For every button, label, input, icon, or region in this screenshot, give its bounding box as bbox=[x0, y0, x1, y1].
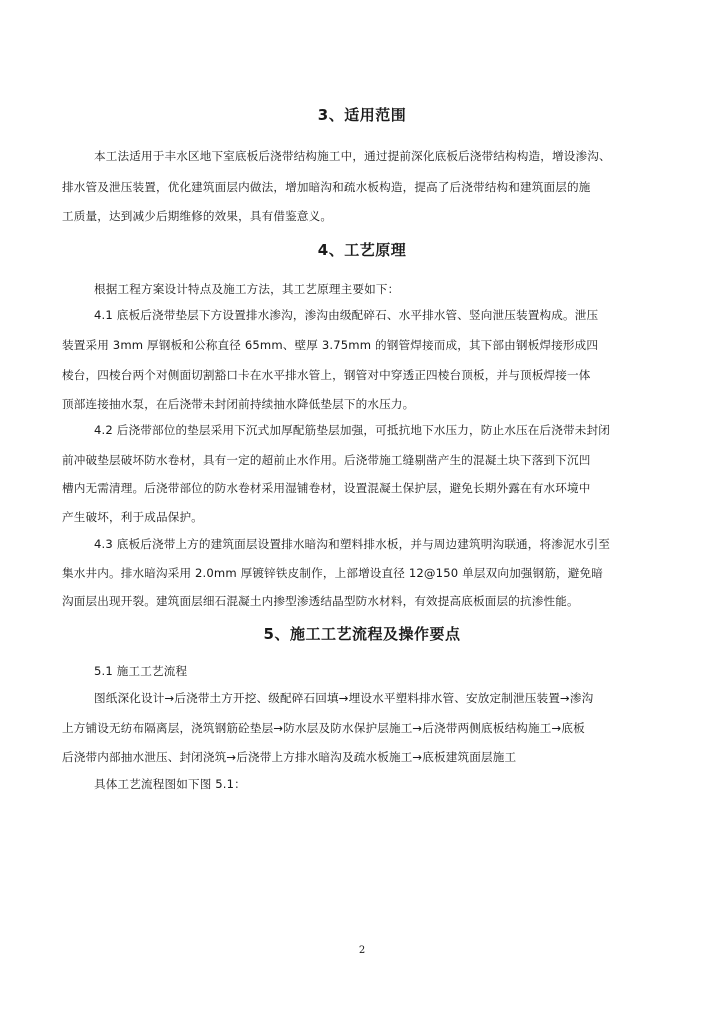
page-number: 2 bbox=[358, 945, 366, 956]
section-3-title: 3、适用范围 bbox=[317, 106, 407, 124]
section-4-line: 集水井内。排水暗沟采用 2.0mm 厚镀锌铁皮制作，上部增设直径 12@150 单层双向加强钢筋，避免暗 bbox=[62, 566, 604, 580]
section-3-line: 本工法适用于丰水区地下室底板后浇带结构施工中，通过提前深化底板后浇带结构构造，增设渗沟、 bbox=[94, 149, 611, 163]
section-4-line: 装置采用 3mm 厚钢板和公称直径 65mm、壁厚 3.75mm 的钢管焊接而成，其下部由钢板焊接形成四 bbox=[62, 338, 599, 352]
section-4-line: 顶部连接抽水泵，在后浇带未封闭前持续抽水降低垫层下的水压力。 bbox=[62, 397, 415, 411]
section-5-line: 具体工艺流程图如下图 5.1： bbox=[94, 777, 246, 791]
section-3-line: 工质量，达到减少后期维修的效果，具有借鉴意义。 bbox=[62, 209, 333, 223]
section-3-line: 排水管及泄压装置，优化建筑面层内做法，增加暗沟和疏水板构造，提高了后浇带结构和建筑面层的施 bbox=[62, 180, 591, 194]
section-5-line: 图纸深化设计→后浇带土方开挖、级配碎石回填→埋设水平塑料排水管、安放定制泄压装置→渗沟 bbox=[94, 691, 594, 705]
section-5-line: 5.1 施工工艺流程 bbox=[94, 664, 188, 678]
section-4-line: 棱台，四棱台两个对侧面切割豁口卡在水平排水管上，钢管对中穿透正四棱台顶板，并与顶板焊接一体 bbox=[62, 368, 591, 382]
section-4-line: 4.2 后浇带部位的垫层采用下沉式加厚配筋垫层加强，可抵抗地下水压力，防止水压在后浇带未封闭 bbox=[94, 423, 610, 437]
section-4-title: 4、工艺原理 bbox=[317, 241, 407, 259]
section-4-line: 槽内无需清理。后浇带部位的防水卷材采用湿铺卷材，设置混凝土保护层，避免长期外露在有水环境中 bbox=[62, 481, 591, 495]
section-4-line: 前冲破垫层破坏防水卷材，具有一定的超前止水作用。后浇带施工缝剔凿产生的混凝土块下落到下沉凹 bbox=[62, 453, 591, 467]
section-4-line: 4.1 底板后浇带垫层下方设置排水渗沟，渗沟由级配碎石、水平排水管、竖向泄压装置构成。泄压 bbox=[94, 308, 599, 322]
section-5-line: 上方铺设无纺布隔离层，浇筑钢筋砼垫层→防水层及防水保护层施工→后浇带两侧底板结构施工→底板 bbox=[62, 721, 585, 735]
section-4-line: 产生破坏，利于成品保护。 bbox=[62, 510, 203, 524]
section-4-line: 根据工程方案设计特点及施工方法，其工艺原理主要如下： bbox=[94, 282, 400, 296]
section-4-line: 沟面层出现开裂。建筑面层细石混凝土内掺型渗透结晶型防水材料，有效提高底板面层的抗渗性能。 bbox=[62, 594, 579, 608]
section-4-line: 4.3 底板后浇带上方的建筑面层设置排水暗沟和塑料排水板，并与周边建筑明沟联通，将渗泥水引至 bbox=[94, 537, 610, 551]
section-5-title: 5、施工工艺流程及操作要点 bbox=[263, 625, 461, 643]
section-5-line: 后浇带内部抽水泄压、封闭浇筑→后浇带上方排水暗沟及疏水板施工→底板建筑面层施工 bbox=[62, 750, 517, 764]
